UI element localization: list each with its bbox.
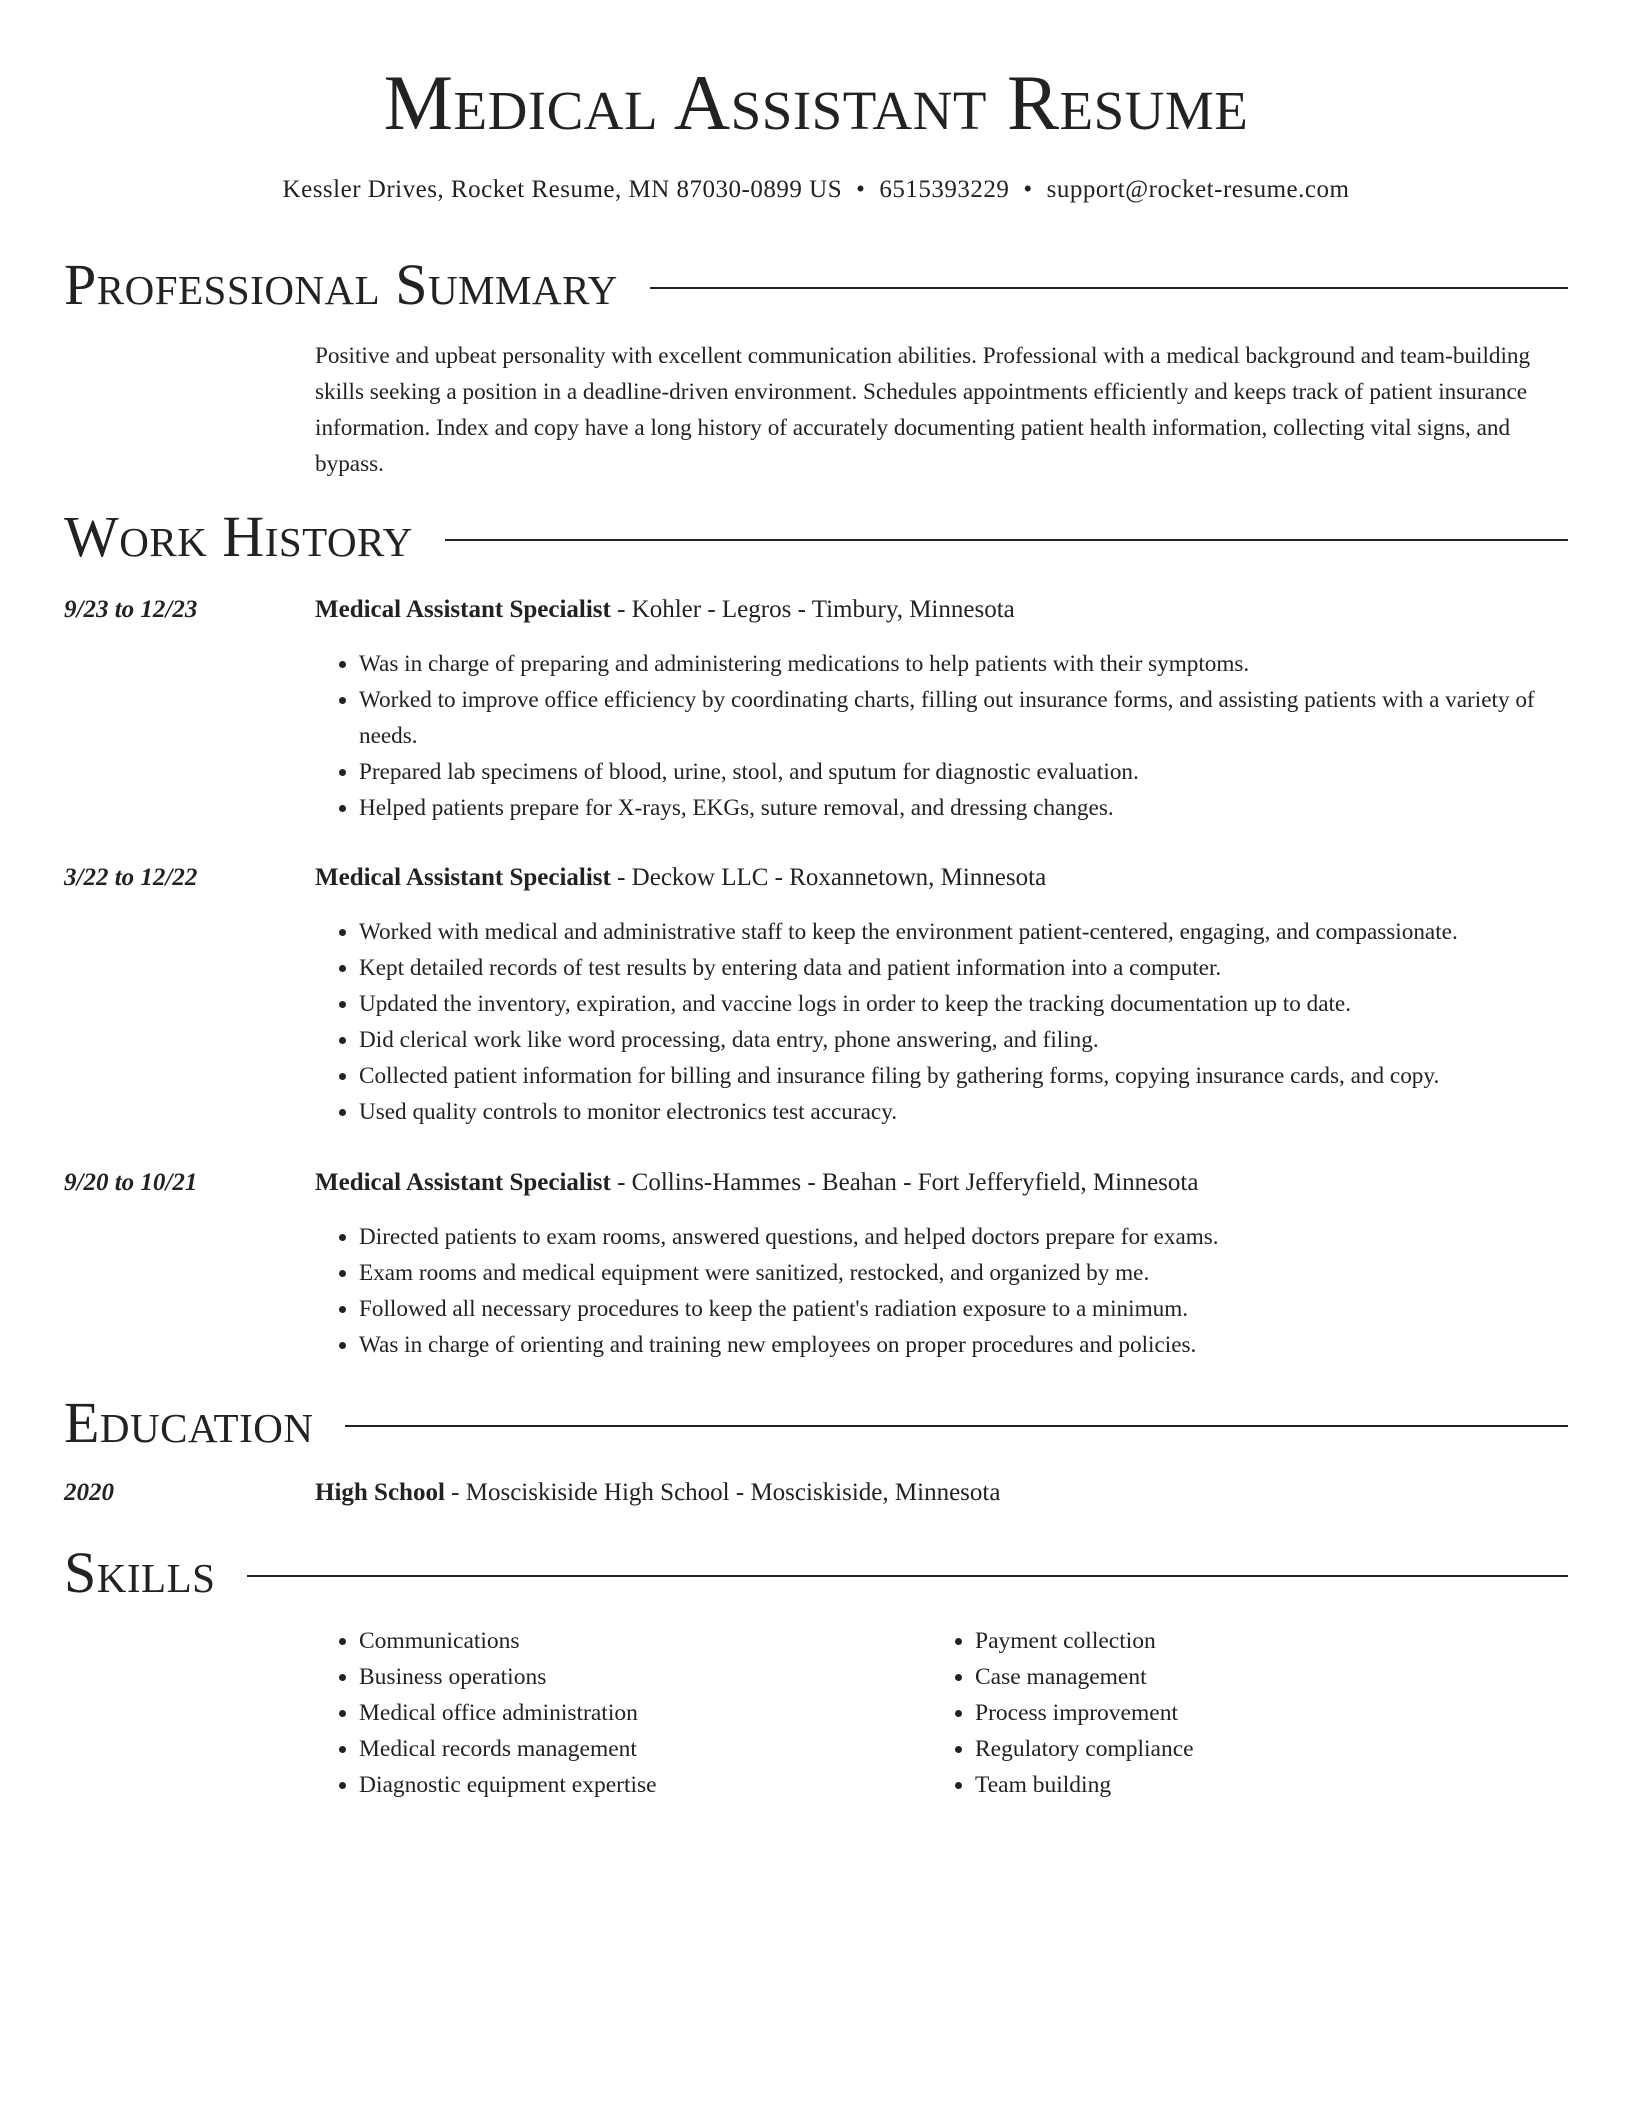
work-section-header bbox=[64, 502, 1568, 572]
job-bullets bbox=[315, 646, 1575, 826]
skill-item: • Team building bbox=[975, 1767, 1531, 1803]
job-bullet: • Did clerical work like word processing, data entry, phone answering, and filing. bbox=[359, 1022, 1575, 1058]
job-dates: 9/23 to 12/23 bbox=[64, 596, 198, 623]
job-bullet: • Worked to improve office efficiency by coordinating charts, filling out insurance forms, and assisting patients with a variety of needs. bbox=[359, 682, 1575, 754]
skill-item: • Diagnostic equipment expertise bbox=[359, 1767, 915, 1803]
job-heading bbox=[315, 860, 1046, 896]
summary-section-header bbox=[64, 250, 1568, 320]
job-bullet: • Exam rooms and medical equipment were sanitized, restocked, and organized by me. bbox=[359, 1255, 1575, 1291]
skills-list-left bbox=[315, 1623, 915, 1803]
job-details: - Kohler - Legros - Timbury, Minnesota bbox=[610, 596, 1015, 623]
section-divider bbox=[345, 1425, 1568, 1427]
job-bullet: • Directed patients to exam rooms, answered questions, and helped doctors prepare for exams. bbox=[359, 1219, 1575, 1255]
job-heading bbox=[315, 592, 1015, 628]
education-details: - Mosciskiside High School - Mosciskiside, Minnesota bbox=[444, 1479, 1001, 1506]
contact-separator: • bbox=[856, 176, 866, 203]
resume-title: Medical Assistant Resume bbox=[383, 59, 1249, 146]
education-section-header bbox=[64, 1388, 1568, 1458]
job-bullet: • Worked with medical and administrative staff to keep the environment patient-centered, engaging, and compassionate. bbox=[359, 914, 1575, 950]
job-dates: 9/20 to 10/21 bbox=[64, 1169, 198, 1196]
education-year: 2020 bbox=[64, 1479, 114, 1506]
education-entry bbox=[315, 1475, 1000, 1511]
skill-item: • Process improvement bbox=[975, 1695, 1531, 1731]
section-divider bbox=[445, 539, 1568, 541]
work-heading: Work History bbox=[64, 504, 413, 569]
contact-phone: 6515393229 bbox=[879, 176, 1010, 203]
skill-item: • Communications bbox=[359, 1623, 915, 1659]
job-details: - Collins-Hammes - Beahan - Fort Jefferyfield, Minnesota bbox=[610, 1169, 1199, 1196]
skill-item: • Medical office administration bbox=[359, 1695, 915, 1731]
skill-item: • Business operations bbox=[359, 1659, 915, 1695]
job-bullet: • Prepared lab specimens of blood, urine, stool, and sputum for diagnostic evaluation. bbox=[359, 754, 1575, 790]
job-bullets bbox=[315, 914, 1575, 1130]
job-dates: 3/22 to 12/22 bbox=[64, 864, 198, 891]
education-degree: High School bbox=[315, 1479, 445, 1506]
job-bullet: • Collected patient information for billing and insurance filing by gathering forms, copying insurance cards, and copy. bbox=[359, 1058, 1575, 1094]
summary-text: Positive and upbeat personality with excellent communication abilities. Professional with a medical background and team-building skills seeking a position in a deadline-driven environment. Schedules appointments efficiently and keeps track of patient insurance information. Index and copy have a long history of accurately documenting patient health information, collecting vital signs, and bypass. bbox=[315, 343, 1531, 477]
skill-item: • Case management bbox=[975, 1659, 1531, 1695]
job-title: Medical Assistant Specialist bbox=[315, 1169, 611, 1196]
skills-list-right bbox=[931, 1623, 1531, 1803]
job-bullet: • Was in charge of preparing and administering medications to help patients with their symptoms. bbox=[359, 646, 1575, 682]
skill-item: • Regulatory compliance bbox=[975, 1731, 1531, 1767]
job-title: Medical Assistant Specialist bbox=[315, 596, 611, 623]
job-bullet: • Followed all necessary procedures to keep the patient's radiation exposure to a minimum. bbox=[359, 1291, 1575, 1327]
section-divider bbox=[650, 287, 1568, 289]
contact-address: Kessler Drives, Rocket Resume, MN 87030-0899 US bbox=[282, 176, 843, 203]
contact-line bbox=[0, 172, 1632, 208]
skills-heading: Skills bbox=[64, 1540, 216, 1605]
skill-item: • Payment collection bbox=[975, 1623, 1531, 1659]
job-heading bbox=[315, 1165, 1198, 1201]
job-bullet: • Kept detailed records of test results by entering data and patient information into a computer. bbox=[359, 950, 1575, 986]
summary-heading: Professional Summary bbox=[64, 252, 618, 317]
job-details: - Deckow LLC - Roxannetown, Minnesota bbox=[610, 864, 1047, 891]
job-title: Medical Assistant Specialist bbox=[315, 864, 611, 891]
skills-section-header bbox=[64, 1538, 1568, 1608]
section-divider bbox=[247, 1575, 1568, 1577]
job-bullet: • Updated the inventory, expiration, and vaccine logs in order to keep the tracking documentation up to date. bbox=[359, 986, 1575, 1022]
contact-email: support@rocket-resume.com bbox=[1046, 176, 1350, 203]
job-bullet: • Was in charge of orienting and training new employees on proper procedures and policies. bbox=[359, 1327, 1575, 1363]
education-heading: Education bbox=[64, 1390, 314, 1455]
contact-separator: • bbox=[1023, 176, 1033, 203]
job-bullets bbox=[315, 1219, 1575, 1363]
skill-item: • Medical records management bbox=[359, 1731, 915, 1767]
job-bullet: • Helped patients prepare for X-rays, EKGs, suture removal, and dressing changes. bbox=[359, 790, 1575, 826]
job-bullet: • Used quality controls to monitor electronics test accuracy. bbox=[359, 1094, 1575, 1130]
